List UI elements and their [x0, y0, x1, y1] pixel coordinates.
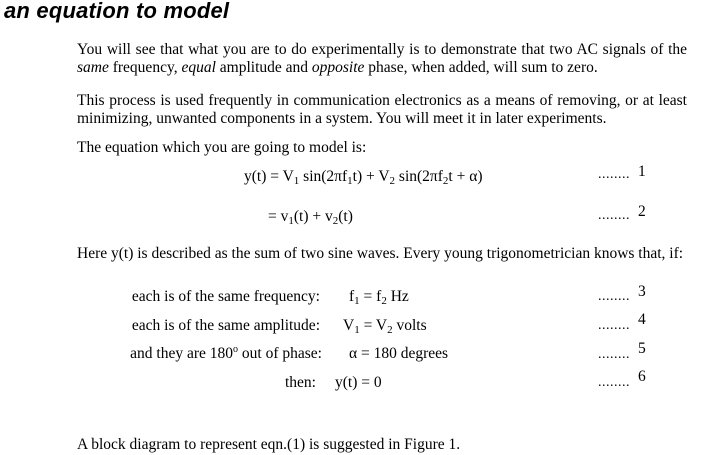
condition-frequency-expr: $f_1 = f_2$ Hz: [349, 288, 409, 307]
equation-1-number: 1: [638, 163, 646, 180]
condition-phase-label: and they are 180$^o$ out of phase:: [130, 344, 322, 362]
equation-intro: The equation which you are going to model is:: [77, 139, 367, 156]
process-paragraph: This process is used frequently in communication electronics as a means of removing, or at least minimizing, unwanted components in a system. You will meet it in later experiments.: [77, 92, 687, 127]
equation-2-number: 2: [638, 203, 646, 220]
equation-4-leader: ........: [598, 318, 630, 333]
condition-phase-expr: α = 180 degrees: [349, 345, 449, 362]
sine-paragraph: Here y(t) is described as the sum of two sine waves. Every young trigonometrician knows that, if:: [77, 245, 684, 262]
equation-1: $y(t) = V_1$ $\sin(2\pi f_1t) + V_2$ $\sin(2\pi f_2t + \alpha)$: [244, 168, 483, 187]
condition-amplitude-expr: $V_1 = V_2$ volts: [343, 317, 427, 336]
figure-reference-paragraph: A block diagram to represent eqn.(1) is suggested in Figure 1.: [77, 436, 461, 453]
equation-6-leader: ........: [598, 375, 630, 390]
condition-result-label: then:: [285, 374, 316, 391]
equation-5-leader: ........: [598, 347, 630, 362]
intro-paragraph: You will see that what you are to do experimentally is to demonstrate that two AC signals of the same frequency, equal amplitude and opposite phase, when added, will sum to zero.: [77, 41, 687, 76]
equation-3-leader: ........: [598, 289, 630, 304]
equation-1-leader: ........: [598, 167, 630, 182]
section-heading: an equation to model: [4, 0, 230, 23]
equation-5-number: 5: [638, 340, 646, 357]
equation-2-leader: ........: [598, 208, 630, 223]
condition-frequency-label: each is of the same frequency:: [131, 288, 320, 305]
condition-result-expr: y(t) = 0: [335, 374, 382, 391]
equation-6-number: 6: [638, 368, 646, 385]
equation-3-number: 3: [638, 283, 646, 300]
equation-4-number: 4: [638, 311, 646, 328]
equation-2: = $v_1(t) + v_2(t)$: [268, 208, 353, 227]
condition-amplitude-label: each is of the same amplitude:: [131, 317, 320, 334]
